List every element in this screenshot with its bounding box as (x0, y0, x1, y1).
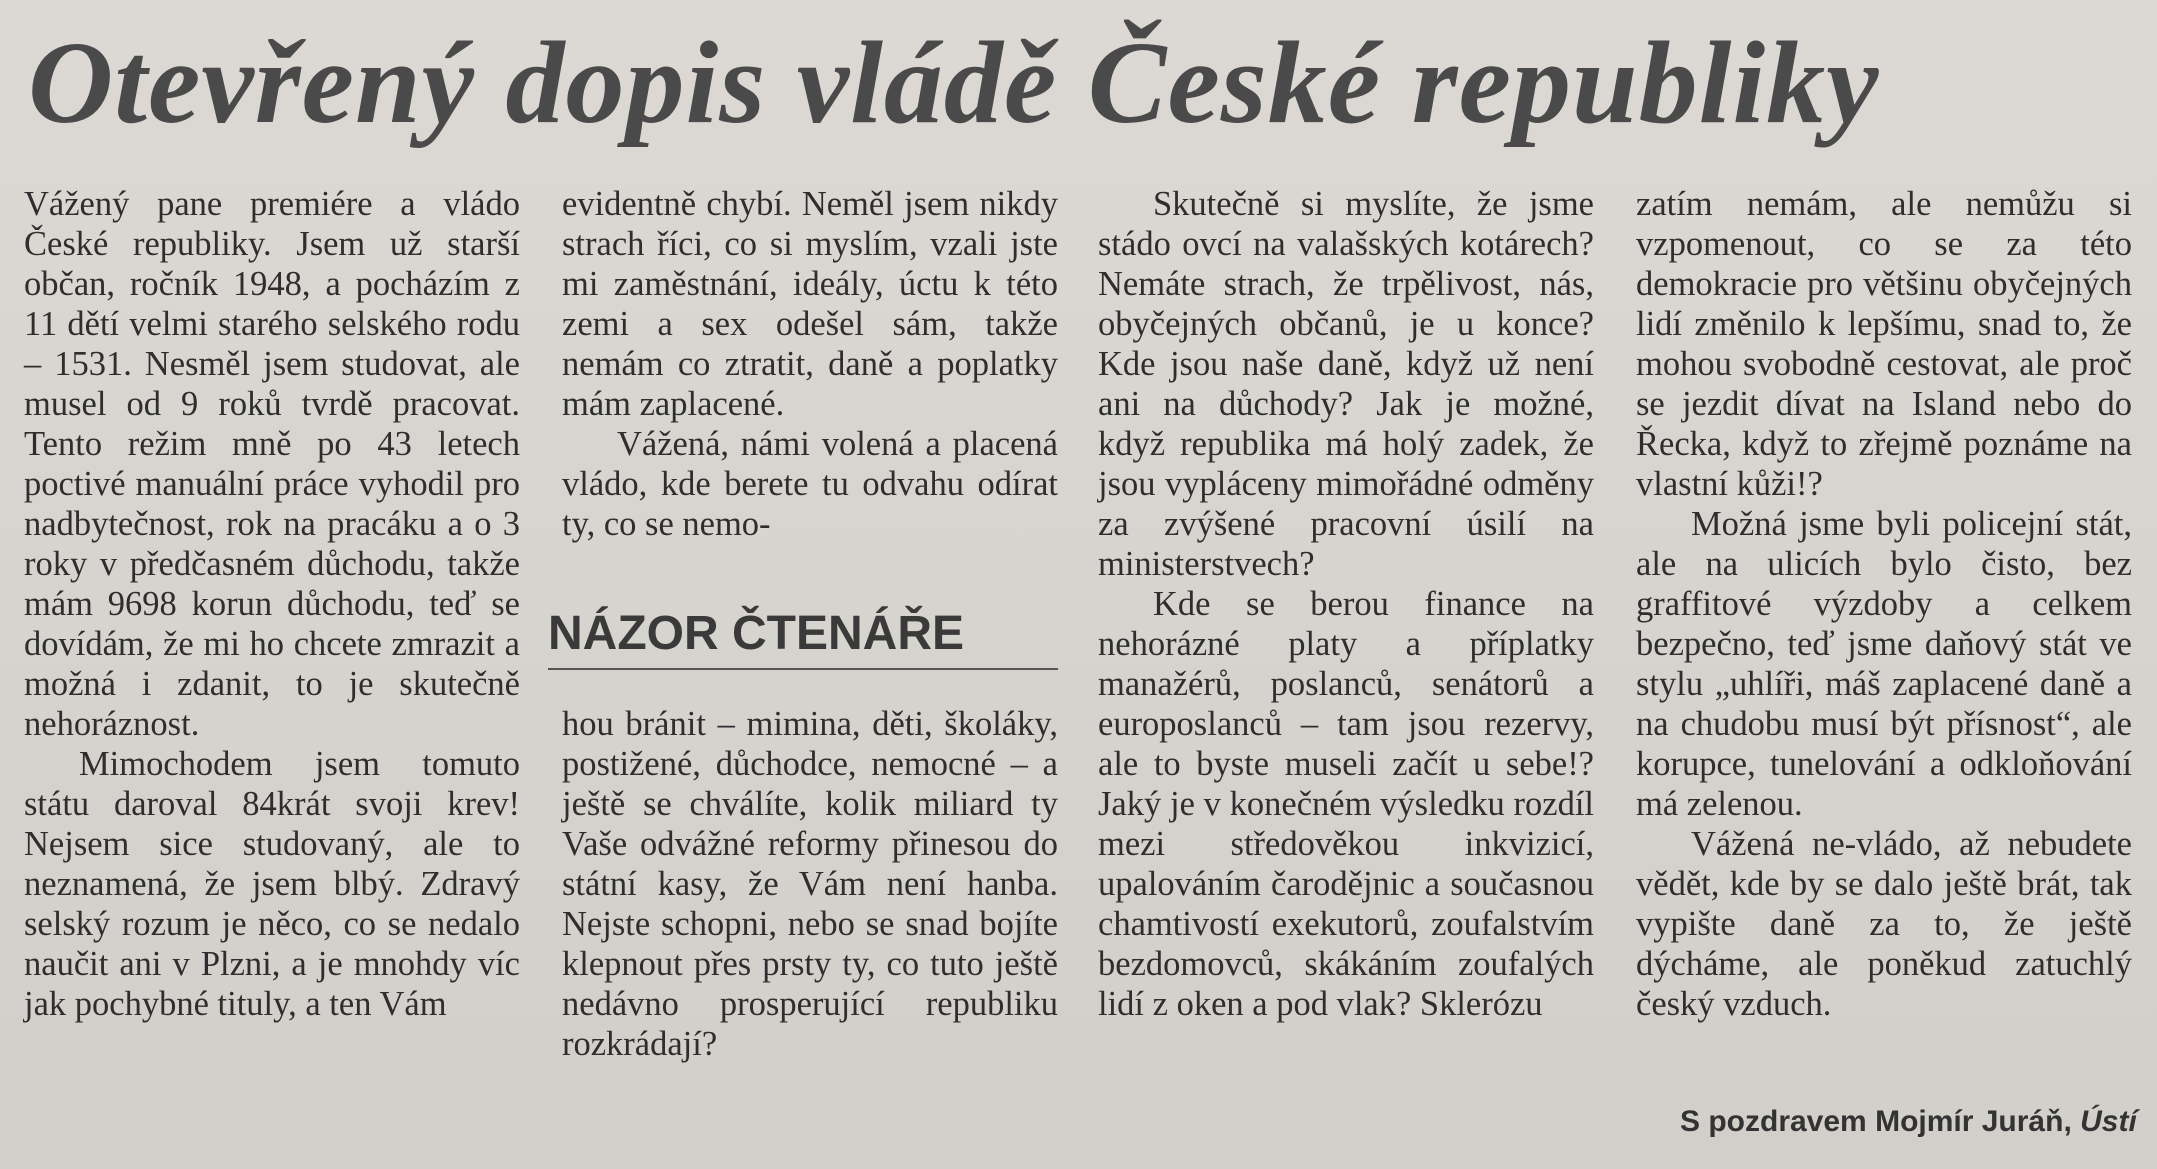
paragraph: evidentně chybí. Neměl jsem nikdy strach říci, co si myslím, vzali jste mi zaměstnání, ideály, úctu k této zemi a sex odešel sám, takže nemám co ztratit, daně a poplatky mám zaplacené. (562, 185, 1058, 423)
column-2-bottom (562, 704, 1058, 1064)
signature-author: Mojmír Juráň, (1875, 1105, 2072, 1138)
paragraph: Možná jsme byli policejní stát, ale na ulicích bylo čisto, bez graffitové výzdoby a celkem bezpečno, teď jsme daňový stát ve stylu „uhlíři, máš zaplacené daně a na chudobu musí být přísnost“, ale korupce, tunelování a odkloňování má zelenou. (1636, 505, 2132, 823)
article-title: Otevřený dopis vládě České republiky (28, 17, 1880, 148)
column-1 (24, 184, 520, 1024)
section-rubric: NÁZOR ČTENÁŘE (548, 604, 1058, 670)
column-3 (1098, 184, 1594, 1024)
author-signature (1680, 1102, 2137, 1142)
paragraph: Kde se berou finance na nehorázné platy a příplatky manažérů, poslanců, senátorů a europoslanců – tam jsou rezervy, ale to byste museli začít u sebe!? Jaký je v konečném výsledku rozdíl mezi středověkou inkvizicí, upalováním čarodějnic a současnou chamtivostí exekutorů, zoufalstvím bezdomovců, skákáním zoufalých lidí z oken a pod vlak? Sklerózu (1098, 585, 1594, 1023)
column-2-top (562, 184, 1058, 544)
column-4 (1636, 184, 2132, 1024)
signature-greeting: S pozdravem (1680, 1105, 1867, 1138)
paragraph: Vážená, námi volená a placená vládo, kde berete tu odvahu odírat ty, co se nemo- (562, 425, 1058, 543)
paragraph: Vážený pane premiére a vládo České republiky. Jsem už starší občan, ročník 1948, a pocházím z 11 dětí velmi starého selského rodu – 1531. Nesměl jsem studovat, ale musel od 9 roků tvrdě pracovat. Tento režim mně po 43 letech poctivé manuální práce vyhodil pro nadbytečnost, rok na pracáku a o 3 roky v předčasném důchodu, takže mám 9698 korun důchodu, teď se dovídám, že mi ho chcete zmrazit a možná i zdanit, to je skutečně nehoráznost. (24, 185, 520, 743)
paragraph: Vážená ne-vládo, až nebudete vědět, kde by se dalo ještě brát, tak vypište daně za to, že ještě dýcháme, ale poněkud zatuchlý český vzduch. (1636, 825, 2132, 1023)
paragraph: Skutečně si myslíte, že jsme stádo ovcí na valašských kotárech? Nemáte strach, že trpělivost, nás, obyčejných občanů, je u konce? Kde jsou naše daně, když už není ani na důchody? Jak je možné, když republika má holý zadek, že jsou vypláceny mimořádné odměny za zvýšené pracovní úsilí na ministerstvech? (1098, 185, 1594, 583)
paragraph: Mimochodem jsem tomuto státu daroval 84krát svoji krev! Nejsem sice studovaný, ale to neznamená, že jsem blbý. Zdravý selský rozum je něco, co se nedalo naučit ani v Plzni, a je mnohdy víc jak pochybné tituly, a ten Vám (24, 745, 520, 1023)
paragraph: zatím nemám, ale nemůžu si vzpomenout, co se za této demokracie pro většinu obyčejných lidí změnilo k lepšímu, snad to, že mohou svobodně cestovat, ale proč se jezdit dívat na Island nebo do Řecka, když to zřejmě poznáme na vlastní kůži!? (1636, 185, 2132, 503)
signature-place: Ústí (2080, 1105, 2137, 1138)
paragraph: hou bránit – mimina, děti, školáky, postižené, důchodce, nemocné – a ještě se chválíte, kolik miliard ty Vaše odvážné reformy přinesou do státní kasy, že Vám není hanba. Nejste schopni, nebo se snad bojíte klepnout přes prsty ty, co tuto ještě nedávno prosperující republiku rozkrádají? (562, 705, 1058, 1063)
